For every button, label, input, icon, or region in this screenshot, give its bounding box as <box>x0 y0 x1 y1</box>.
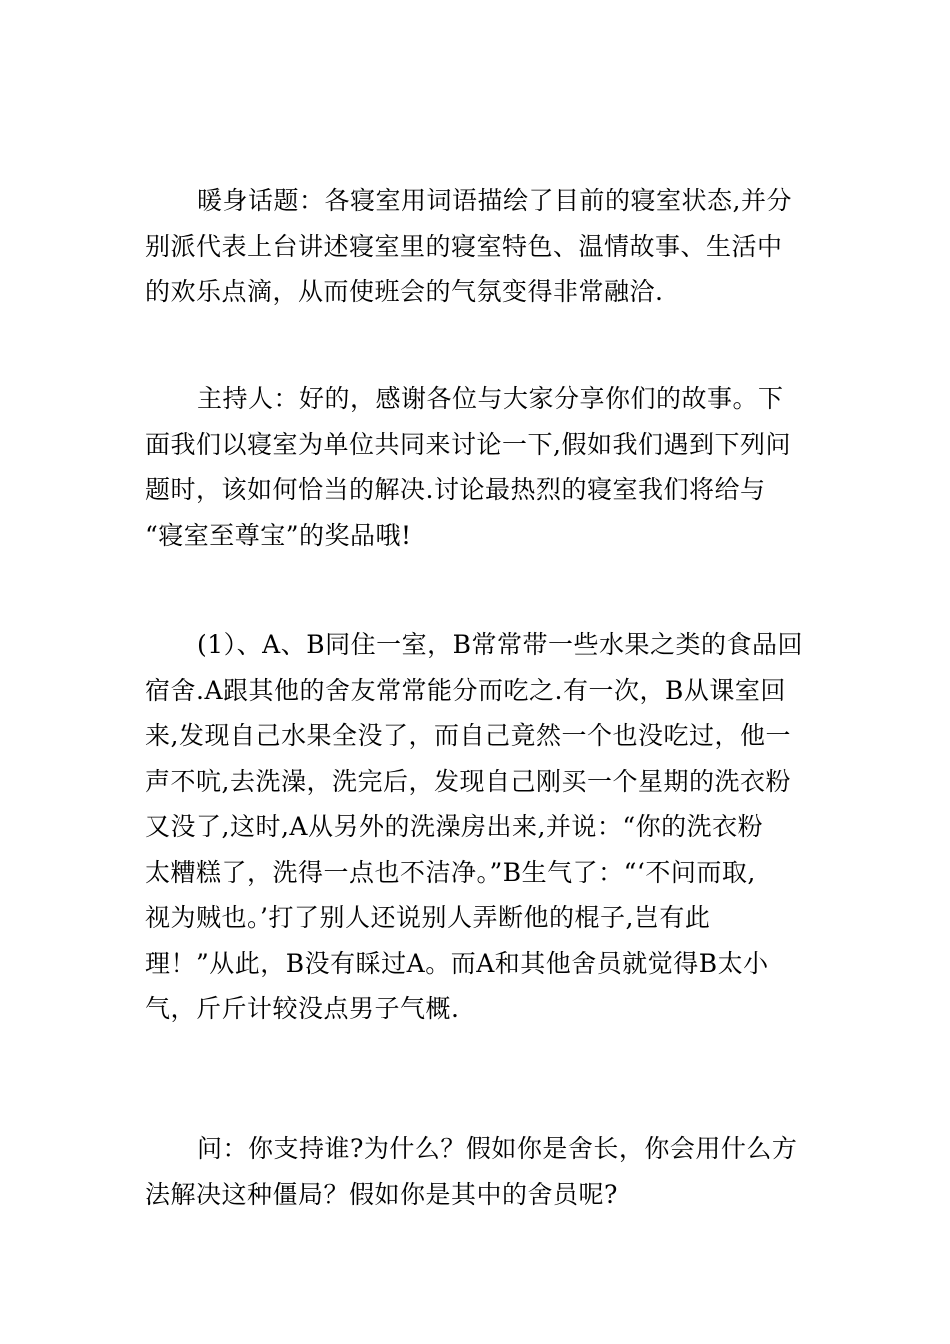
paragraph-line: 暖身话题：各寝室用词语描绘了目前的寝室状态,并分 <box>197 186 792 215</box>
paragraph-line: 问：你支持谁?为什么？假如你是舍长，你会用什么方 <box>197 1134 798 1163</box>
paragraph-line: 声不吭,去洗澡，洗完后，发现自己刚买一个星期的洗衣粉 <box>145 766 791 796</box>
paragraph-line: (1）、A、B同住一室，B常常带一些水果之类的食品回 <box>197 630 803 659</box>
paragraph-line: 宿舍.A跟其他的舍友常常能分而吃之.有一次，B从课室回 <box>145 675 786 705</box>
paragraph-line: “寝室至尊宝”的奖品哦! <box>145 520 412 550</box>
paragraph-line: 太糟糕了，洗得一点也不洁净。”B生气了：“‘不问而取, <box>145 857 756 887</box>
paragraph-line: 又没了,这时,A从另外的洗澡房出来,并说：“你的洗衣粉 <box>145 812 764 841</box>
paragraph-host <box>145 376 815 558</box>
paragraph-line: 主持人：好的，感谢各位与大家分享你们的故事。下 <box>197 384 784 413</box>
paragraph-line: 别派代表上台讲述寝室里的寝室特色、温情故事、生活中 <box>145 231 783 261</box>
paragraph-question <box>145 1126 815 1217</box>
paragraph-line: 视为贼也。’打了别人还说别人弄断他的棍子,岂有此 <box>145 903 711 932</box>
paragraph-line: 理！”从此，B没有睬过A。而A和其他舍员就觉得B太小 <box>145 948 769 978</box>
paragraph-line: 气，斤斤计较没点男子气概. <box>145 994 460 1023</box>
paragraph-line: 法解决这种僵局？假如你是其中的舍员呢? <box>145 1179 618 1209</box>
paragraph-line: 来,发现自己水果全没了，而自己竟然一个也没吃过，他一 <box>145 721 791 750</box>
paragraph-line: 的欢乐点滴，从而使班会的气氛变得非常融洽. <box>145 277 664 306</box>
paragraph-case-1 <box>145 622 815 1032</box>
paragraph-line: 面我们以寝室为单位共同来讨论一下,假如我们遇到下列问 <box>145 429 791 459</box>
paragraph-line: 题时，该如何恰当的解决.讨论最热烈的寝室我们将给与 <box>145 475 766 504</box>
paragraph-warmup <box>145 178 815 315</box>
